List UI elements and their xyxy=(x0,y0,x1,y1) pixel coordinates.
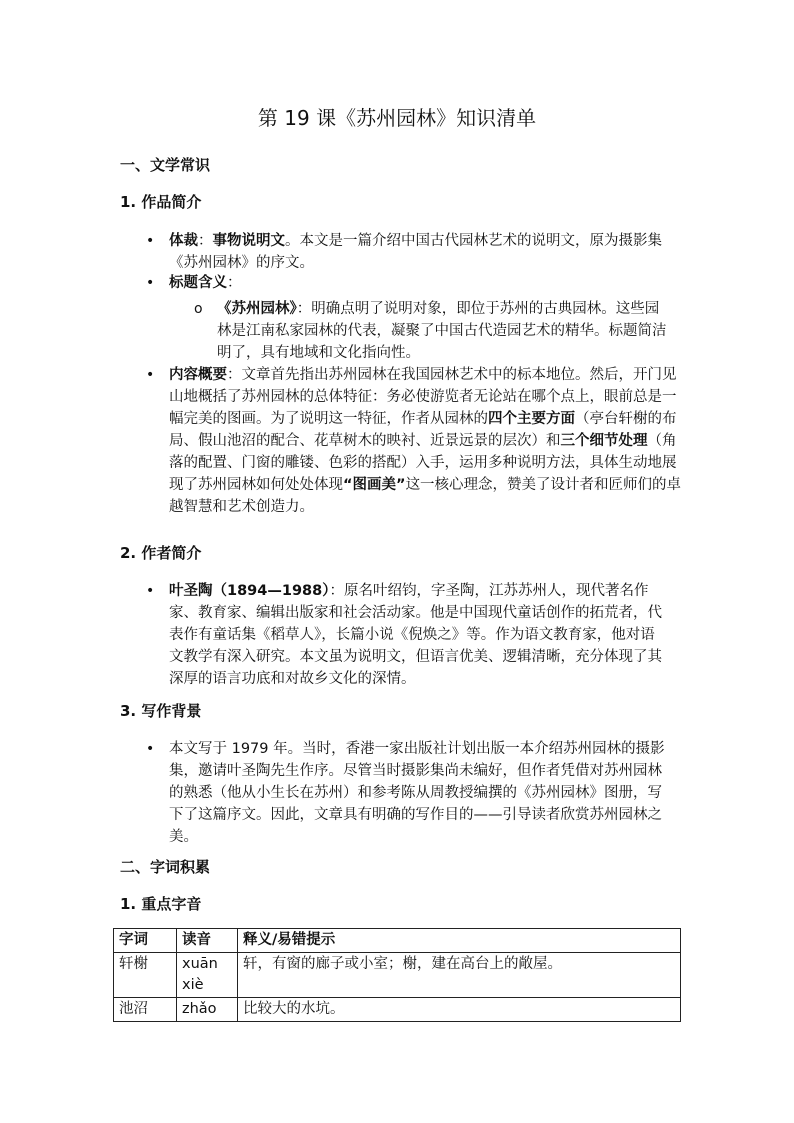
subheading-pronunciation: 1. 重点字音 xyxy=(120,895,202,913)
title-sub-text: ：明确点明了说明对象，即位于苏州的古典园林。这些园林是江南私家园林的代表，凝聚了中国古代造园艺术的精华。标题简洁明了，具有地域和文化指向性。 xyxy=(217,301,667,361)
table-cell-pinyin xyxy=(177,953,238,998)
section-heading-literary: 一、文学常识 xyxy=(120,156,211,174)
table-cell-meaning: 比较大的水坑。 xyxy=(238,998,681,1022)
summary-text-3: （角落的配置、门窗的雕镂、色彩的搭配）入手，运用多种说明方法，具体生动地展现了苏州园林如何处处体现 xyxy=(169,433,677,493)
table-header-meaning: 释义/易错提示 xyxy=(238,929,681,953)
bullet-dot: • xyxy=(146,367,155,383)
table-row xyxy=(114,998,681,1022)
bullet-dot: • xyxy=(146,583,155,599)
bullet-dot: • xyxy=(146,233,155,249)
summary-text-4: 这一核心理念，赞美了设计者和匠师们的卓越智慧和艺术创造力。 xyxy=(169,477,682,515)
table-cell-meaning: 轩，有窗的廊子或小室；榭，建在高台上的敞屋。 xyxy=(238,953,681,998)
section-heading-vocabulary: 二、字词积累 xyxy=(120,858,211,876)
genre-rest: 。本文是一篇介绍中国古代园林艺术的说明文，原为摄影集《苏州园林》的序文。 xyxy=(169,233,662,271)
pronunciation-table xyxy=(113,928,681,1022)
table-cell-word: 轩榭 xyxy=(114,953,177,998)
pinyin-line: xuān xyxy=(182,956,218,972)
subheading-background: 3. 写作背景 xyxy=(120,702,202,720)
sub-bullet-circle: o xyxy=(194,301,203,317)
title-meaning-label: 标题含义 xyxy=(169,275,227,291)
title-meaning-sep: ： xyxy=(227,275,242,291)
author-text: ：原名叶绍钧，字圣陶，江苏苏州人，现代著名作家、教育家、编辑出版家和社会活动家。他是中国现代童话创作的拓荒者，代表作有童话集《稻草人》，长篇小说《倪焕之》等。作为语文教育家，他对语文教学有深入研究。本文虽为说明文，但语言优美、逻辑清晰，充分体现了其深厚的语言功底和对故乡文化的深情。 xyxy=(169,583,662,687)
subheading-author-intro: 2. 作者简介 xyxy=(120,544,202,562)
bullet-dot: • xyxy=(146,741,155,757)
bullet-dot: • xyxy=(146,275,155,291)
table-cell-pinyin: zhǎo xyxy=(177,998,238,1022)
title-sub-paragraph xyxy=(217,298,672,364)
background-paragraph: 本文写于 1979 年。当时，香港一家出版社计划出版一本介绍苏州园林的摄影集，邀请叶圣陶先生作序。尽管当时摄影集尚未编好，但作者凭借对苏州园林的熟悉（他从小生长在苏州）和参考陈从周教授编撰的《苏州园林》图册，写下了这篇序文。因此，文章具有明确的写作目的——引导读者欣赏苏州园林之美。 xyxy=(169,741,665,845)
title-meaning-line xyxy=(169,272,699,294)
table-header-word: 字词 xyxy=(114,929,177,953)
page-title: 第 19 课《苏州园林》知识清单 xyxy=(257,106,537,130)
genre-label: 体裁 xyxy=(169,233,198,249)
summary-text-1: ：文章首先指出苏州园林在我国园林艺术中的标本地位。然后，开门见山地概括了苏州园林的总体特征：务必使游览者无论站在哪个点上，眼前总是一幅完美的图画。为了说明这一特征，作者从园林的 xyxy=(169,367,677,427)
summary-text-2: （亭台轩榭的布局、假山池沼的配合、花草树木的映衬、近景远景的层次）和 xyxy=(169,411,677,449)
table-header-row xyxy=(114,929,681,953)
genre-value: 事物说明文 xyxy=(212,233,285,249)
title-sub-label: 《苏州园林》 xyxy=(217,301,297,317)
pinyin-line: xiè xyxy=(182,977,204,993)
genre-paragraph xyxy=(169,230,669,274)
summary-paragraph xyxy=(169,364,689,518)
summary-label: 内容概要 xyxy=(169,367,227,383)
table-cell-word: 池沼 xyxy=(114,998,177,1022)
summary-bold-3: “图画美” xyxy=(343,477,406,493)
author-paragraph xyxy=(169,580,669,690)
subheading-work-intro: 1. 作品简介 xyxy=(120,193,202,211)
genre-sep: ： xyxy=(198,233,213,249)
author-label: 叶圣陶（1894—1988） xyxy=(169,583,330,599)
table-header-pinyin: 读音 xyxy=(177,929,238,953)
summary-bold-2: 三个细节处理 xyxy=(560,433,648,449)
summary-bold-1: 四个主要方面 xyxy=(488,411,575,427)
table-row xyxy=(114,953,681,998)
